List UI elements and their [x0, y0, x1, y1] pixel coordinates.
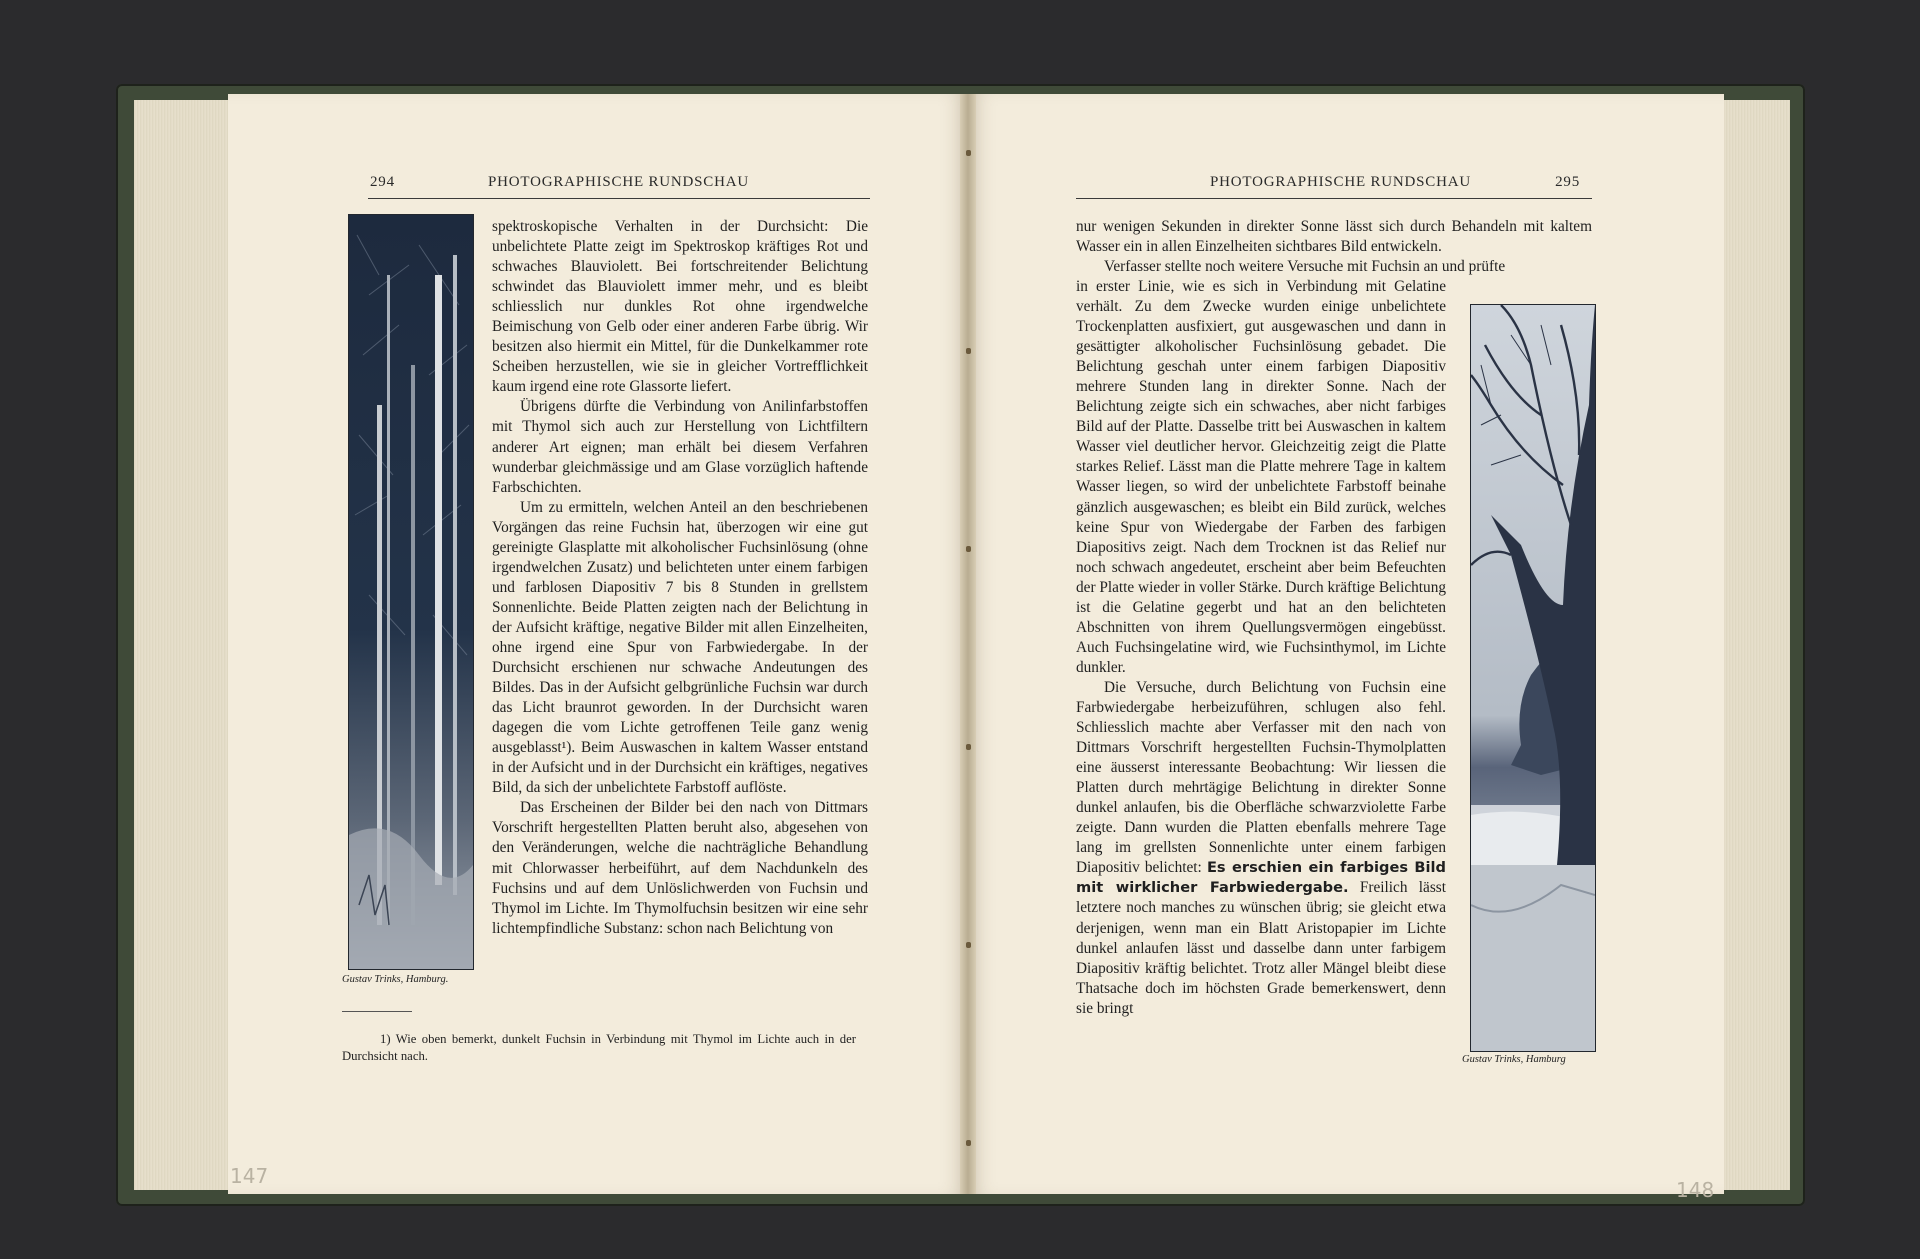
right-running-title: PHOTOGRAPHISCHE RUNDSCHAU	[1210, 174, 1472, 190]
forest-photo	[348, 214, 474, 970]
right-page-number: 295	[1555, 174, 1580, 190]
left-paragraph-3: Um zu ermitteln, welchen Anteil an den beschriebenen Vorgängen das reine Fuchsin hat, überzogen wir eine gut gereinigte Glasplatte mit alkoholischer Fuchsinlösung (ohne irgendwelchen Zusatz) und belichteten unter einem farbigen und farblosen Diapositiv 7 bis 8 Stunden in grellstem Sonnenlichte. Beide Platten zeigten nach der Belichtung in der Aufsicht kräftige, negative Bilder mit allen Einzelheiten, ohne irgend eine Spur von Farbwiedergabe. In der Durchsicht erschienen nur schwache Andeutungen des Bildes. Das in der Aufsicht gelbgrünliche Fuchsin war durch das Licht braunrot geworden. In der Durchsicht waren dagegen die vom Lichte getroffenen Teile ganz wenig ausgeblasst¹). Beim Auswaschen in kaltem Wasser entstand in der Aufsicht und in der Durchsicht ein kräftiges, negatives Bild, da sich der unbelichtete Farbstoff auflöste.	[492, 498, 868, 797]
binding-stitch	[966, 150, 971, 156]
right-paragraph-2-start: Verfasser stellte noch weitere Versuche mit Fuchsin an und prüfte	[1104, 258, 1506, 276]
binding-stitch	[966, 1140, 971, 1146]
tree-photo	[1470, 304, 1596, 1052]
left-page-edges	[134, 100, 242, 1190]
left-text-column	[492, 217, 868, 939]
left-running-title: PHOTOGRAPHISCHE RUNDSCHAU	[488, 174, 750, 190]
right-pencil-mark: 148	[1676, 1178, 1715, 1202]
right-intro-paragraph: nur wenigen Sekunden in direkter Sonne lässt sich durch Behandeln mit kaltem Wasser ein in allen Einzelheiten sichtbares Bild entwickeln.	[1076, 218, 1592, 256]
binding-stitch	[966, 546, 971, 552]
binding-stitch	[966, 744, 971, 750]
binding-stitch	[966, 942, 971, 948]
binding-stitch	[966, 348, 971, 354]
right-paragraph-3	[1076, 678, 1446, 1019]
right-bold-statement: Es erschien ein farbiges Bild mit wirklicher Farbwiedergabe.	[1076, 859, 1447, 897]
left-paragraph-1: spektroskopische Verhalten in der Durchsicht: Die unbelichtete Platte zeigt im Spektroskop kräftiges Rot und schwaches Blauviolett. Bei fortschreitender Belichtung schwindet das Blauviolett immer mehr, und es bleibt schliesslich nur dunkles Rot ohne irgendwelche Beimischung von Gelb oder einer anderen Farbe übrig. Wir besitzen also hiermit ein Mittel, für die Dunkelkammer rote Scheiben herzustellen, wie sie in gleicher Vortrefflichkeit kaum irgend eine rote Glassorte liefert.	[492, 218, 868, 396]
left-running-head	[368, 174, 870, 199]
tree-image	[1471, 305, 1595, 1051]
right-paragraph-3-continued: Freilich lässt letztere noch manches zu wünschen übrig; sie gleicht etwa derjenigen, wenn man ein Blatt Aristopapier im Lichte dunkel anlaufen lässt und dasselbe dann unter farbigem Diapositiv kräftig belichtet. Trotz aller Mängel bleibt diese Thatsache doch im höchsten Grade bemerkenswert, denn sie bringt	[1076, 879, 1446, 1017]
left-footnote: 1) Wie oben bemerkt, dunkelt Fuchsin in Verbindung mit Thymol im Lichte auch in der Durchsicht nach.	[342, 1032, 856, 1063]
right-paragraph-2-rest: in erster Linie, wie es sich in Verbindung mit Gelatine verhält. Zu dem Zwecke wurden einige unbelichtete Trockenplatten ausfixiert, gut ausgewaschen und dann in gesättigter alkoholischer Fuchsinlösung gebadet. Die Belichtung geschah unter einem farbigen Diapositiv mehrere Stunden lang in direkter Sonne. Nach der Belichtung zeigte sich ein schwaches, aber nicht farbiges Bild auf der Platte. Dasselbe tritt bei Auswaschen in kaltem Wasser viel deutlicher hervor. Gleichzeitig zeigt die Platte starkes Relief. Lässt man die Platte mehrere Tage in kaltem Wasser liegen, so wird der unbelichtete Farbstoff beinahe gänzlich ausgewaschen; es bleibt ein Bild zurück, welches keine Spur von Wiedergabe der Farben des farbigen Diapositivs zeigt. Nach dem Trocknen ist das Relief nur noch schwach angedeutet, erscheint aber beim Befeuchten der Platte wieder in voller Stärke. Durch kräftige Belichtung ist die Gelatine gegerbt und hat an den belichteten Abschnitten von ihrem Quellungsvermögen eingebüsst. Auch Fuchsingelatine wird, wie Fuchsinthymol, im Lichte dunkler.	[1076, 278, 1446, 676]
left-paragraph-2: Übrigens dürfte die Verbindung von Anilinfarbstoffen mit Thymol sich auch zur Herstellung von Lichtfiltern anderer Art eignen; man erhält bei diesem Verfahren wunderbar gleichmässige und am Glase vorzüglich haftende Farbschichten.	[492, 398, 868, 496]
right-running-head	[1076, 174, 1592, 199]
right-text-column	[1076, 277, 1446, 1019]
right-photo-caption: Gustav Trinks, Hamburg	[1462, 1054, 1566, 1065]
left-photo-caption: Gustav Trinks, Hamburg.	[342, 974, 449, 985]
footnote-rule	[342, 1011, 412, 1012]
left-page-number: 294	[370, 174, 395, 190]
left-paragraph-4: Das Erscheinen der Bilder bei den nach von Dittmars Vorschrift hergestellten Platten beruht also, abgesehen von den Veränderungen, welche die nachträgliche Behandlung mit Chlorwasser herbeiführt, auf dem Nachdunkeln des Fuchsins und auf dem Unlöslichwerden von Fuchsin und Thymol im Lichte. Im Thymolfuchsin besitzen wir eine sehr lichtempfindliche Substanz: schon nach Belichtung von	[492, 799, 868, 937]
right-paragraph-3-text: Die Versuche, durch Belichtung von Fuchsin eine Farbwiedergabe herbeizuführen, schlugen also fehl. Schliesslich machte aber Verfasser mit den nach von Dittmars Vorschrift hergestellten Fuchsin-Thymolplatten eine äusserst interessante Beobachtung: Wir liessen die Platten durch mehrtägige Belichtung in direkter Sonne dunkel anlaufen, bis die Oberfläche schwarzviolette Farbe zeigte. Dann wurden die Platten ebenfalls mehrere Tage lang im grellsten Sonnenlichte unter einem farbigen Diapositiv belichtet:	[1076, 678, 1446, 877]
book-gutter	[960, 94, 976, 1194]
left-pencil-mark: 147	[230, 1164, 269, 1188]
forest-image	[349, 215, 473, 969]
right-intro-text	[1076, 217, 1592, 277]
